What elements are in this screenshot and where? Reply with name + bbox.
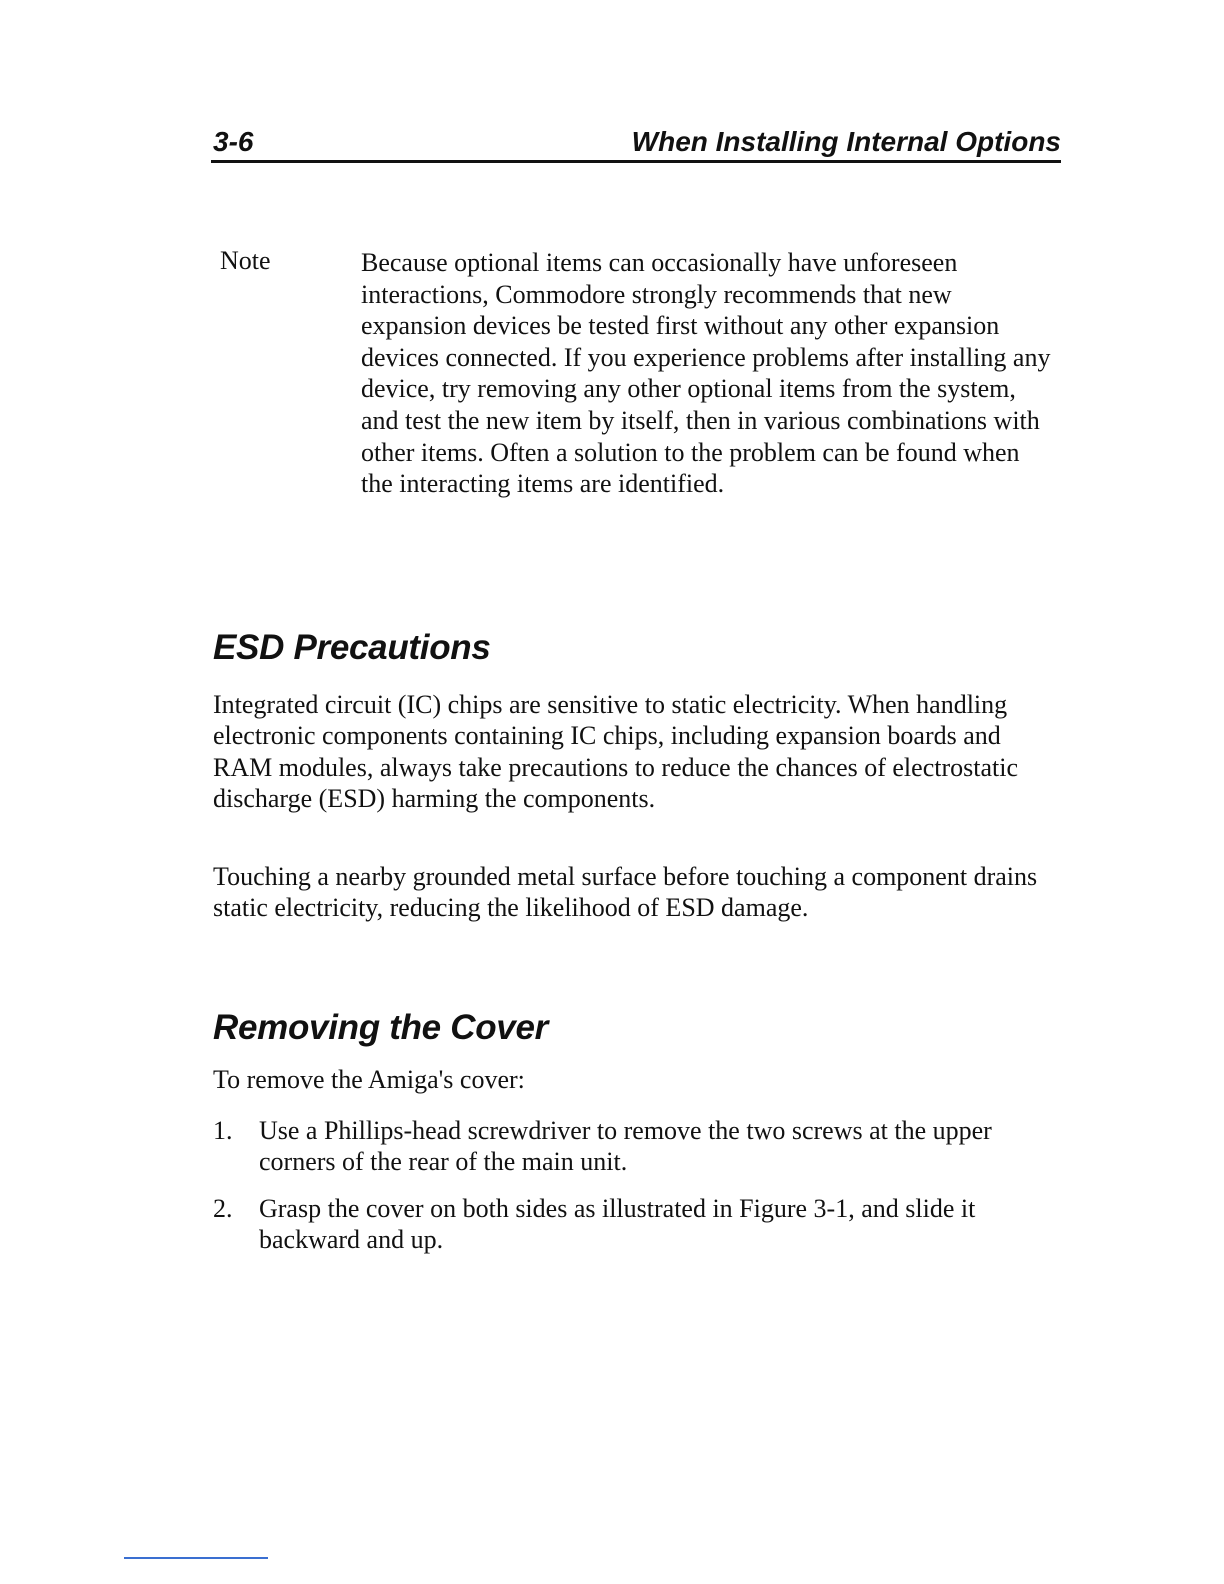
page-number: 3-6 — [213, 126, 254, 157]
step-number: 2. — [213, 1194, 233, 1223]
esd-paragraph-1: Integrated circuit (IC) chips are sensitive to static electricity. When handling electronic components containing IC chips, including expansion boards and RAM modules, always take precautions to reduce the chances of electrostatic discharge (ESD) harming the components. — [213, 690, 1018, 814]
note-label: Note — [220, 246, 271, 275]
running-title: When Installing Internal Options — [631, 126, 1061, 157]
note-text: Because optional items can occasionally have unforeseen interactions, Commodore strongly recommends that new expansion devices be tested first without any other expansion devices connected. If you experience problems after installing any device, try removing any other optional items from the system, and test the new item by itself, then in various combinations with other items. Often a solution to the problem can be found when the interacting items are identified. — [361, 248, 1051, 499]
removing-cover-heading: Removing the Cover — [213, 1008, 548, 1047]
esd-paragraph-2: Touching a nearby grounded metal surface before touching a component drains static electricity, reducing the likelihood of ESD damage. — [213, 862, 1038, 923]
step-number: 1. — [213, 1116, 233, 1145]
step-text: Grasp the cover on both sides as illustrated in Figure 3-1, and slide it backward and up. — [259, 1194, 976, 1255]
page-header — [211, 124, 1061, 163]
removing-cover-intro: To remove the Amiga's cover: — [213, 1065, 525, 1094]
step-text: Use a Phillips-head screwdriver to remove the two screws at the upper corners of the rear of the main unit. — [259, 1116, 992, 1177]
footer-rule — [124, 1557, 268, 1559]
esd-precautions-heading: ESD Precautions — [213, 628, 491, 667]
